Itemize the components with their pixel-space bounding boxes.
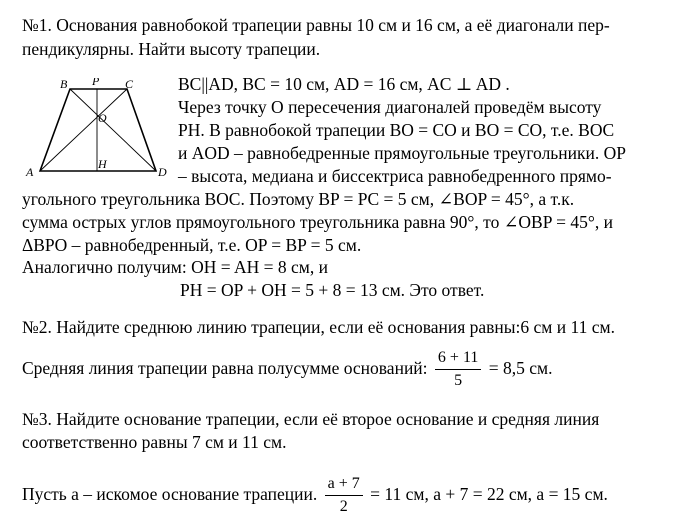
label-p: P <box>92 78 100 88</box>
problem-3-fraction <box>325 475 363 516</box>
fraction-numerator: a + 7 <box>325 475 363 496</box>
label-d: D <box>158 165 167 179</box>
solution-line-3: и AOD – равнобедренные прямоугольные треугольники. OP <box>178 143 627 163</box>
solution-answer-line: PH = OP + OH = 5 + 8 = 13 см. Это ответ. <box>180 280 485 300</box>
solution-line-2: PH. В равнобокой трапеции BO = CO и BO = CO, т.е. BOC <box>178 120 615 140</box>
solution-line-8: Аналогично получим: OH = AH = 8 см, и <box>22 257 328 277</box>
problem-1-given: BC||AD, BC = 10 см, AD = 16 см, AC ⊥ AD . <box>178 74 510 94</box>
fraction-numerator: 6 + 11 <box>435 349 481 370</box>
problem-2-fraction <box>435 349 481 390</box>
solution-line-5: угольного треугольника BOC. Поэтому BP = PC = 5 см, ∠BOP = 45°, а т.к. <box>22 189 575 209</box>
problem-3-answer: Пусть a – искомое основание трапеции. $\frac{a + 7}{2}$ = 11 см, a + 7 = 22 см, a = 15 см. <box>22 475 608 516</box>
problem-2-answer: Средняя линия трапеции равна полусумме оснований: $\frac{6 + 11}{5}$ = 8,5 см. <box>22 349 553 390</box>
problem-1-text-line-1: №1. Основания равнобокой трапеции равны 10 см и 16 см, а её диагонали пер- <box>22 15 610 35</box>
problem-3-question-line-1: №3. Найдите основание трапеции, если её второе основание и средняя линия <box>22 409 600 429</box>
solution-line-4: – высота, медиана и биссектриса равнобедренного прямо- <box>178 166 612 186</box>
problem-2-question: №2. Найдите среднюю линию трапеции, если её основания равны:6 см и 11 см. <box>22 317 615 337</box>
fraction-denominator: 2 <box>339 498 348 516</box>
problem-1-text-line-2: пендикулярны. Найти высоту трапеции. <box>22 39 321 59</box>
label-b: B <box>60 78 68 91</box>
label-a: A <box>26 165 34 179</box>
label-o: O <box>98 111 107 125</box>
trapezoid-figure <box>24 78 174 180</box>
solution-line-7: ΔBPO – равнобедренный, т.е. OP = BP = 5 см. <box>22 235 362 255</box>
solution-line-6: сумма острых углов прямоугольного треугольника равна 90°, то ∠OBP = 45°, и <box>22 212 614 232</box>
label-h: H <box>98 157 107 171</box>
label-c: C <box>125 78 134 91</box>
fraction-denominator: 5 <box>454 372 463 390</box>
problem-3-question-line-2: соответственно равны 7 см и 11 см. <box>22 432 287 452</box>
solution-line-1: Через точку O пересечения диагоналей проведём высоту <box>178 97 602 117</box>
